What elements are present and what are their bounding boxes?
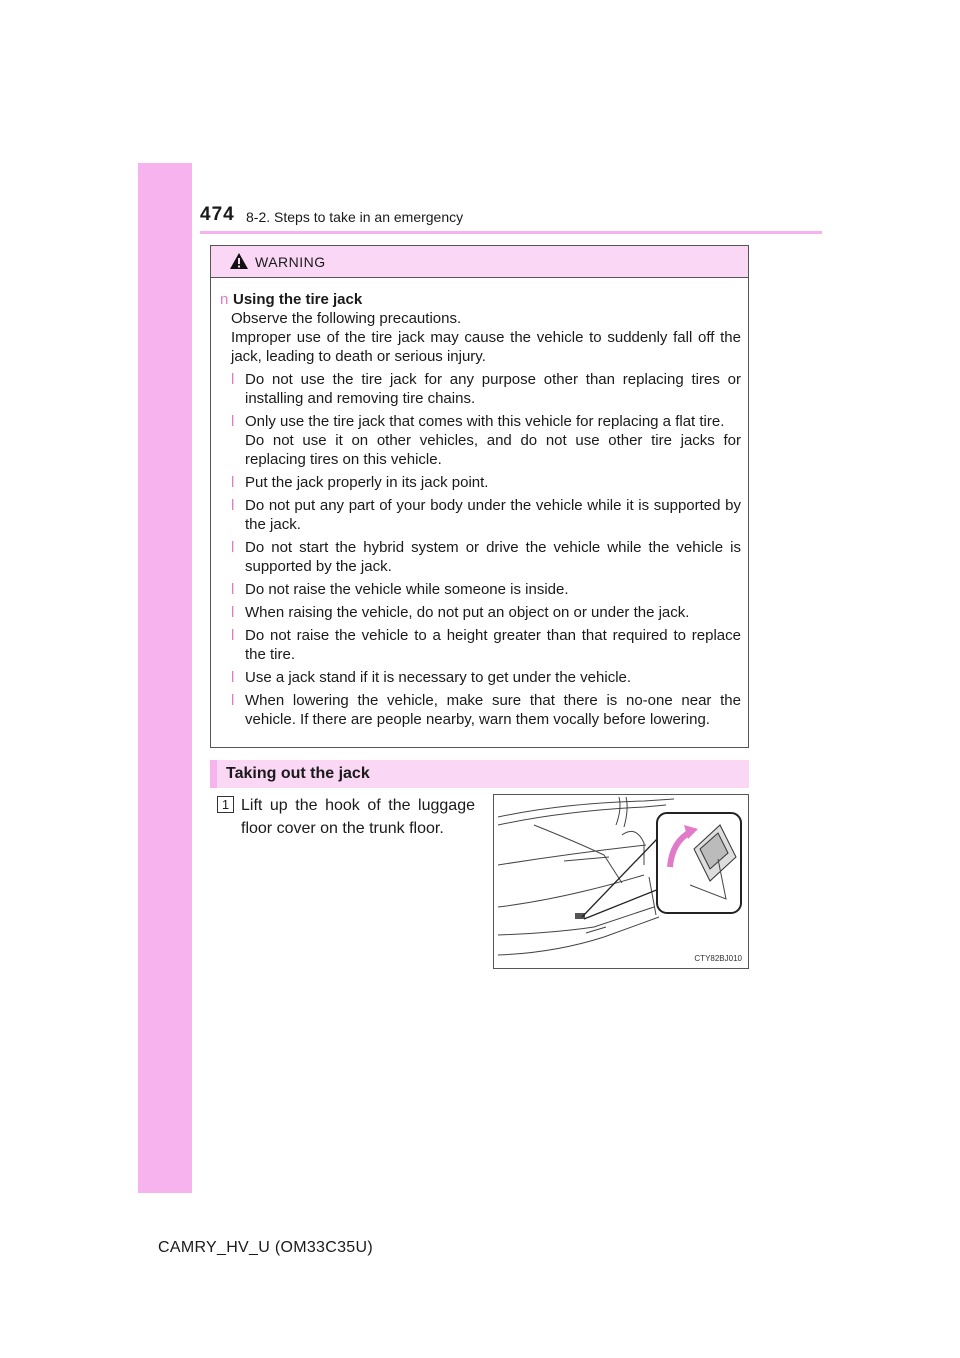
bullet-text: Do not put any part of your body under the vehicle while it is supported by the jack. — [245, 497, 741, 533]
step-number-badge: 1 — [217, 796, 234, 813]
bullet-marker: l — [231, 692, 235, 709]
list-item — [220, 603, 741, 622]
bullet-text: Do not raise the vehicle to a height greater than that required to replace the tire. — [245, 627, 741, 663]
list-item — [220, 370, 741, 408]
trunk-illustration — [493, 794, 749, 969]
bullet-marker: l — [231, 669, 235, 686]
warning-heading-text: Using the tire jack — [233, 291, 363, 308]
warning-header — [211, 246, 748, 278]
bullet-marker: l — [231, 604, 235, 621]
bullet-marker: l — [231, 581, 235, 598]
section-accent — [210, 760, 217, 788]
warning-intro-2: Improper use of the tire jack may cause the vehicle to suddenly fall off the jack, leading to death or serious injury. — [231, 329, 741, 365]
warning-heading — [220, 290, 741, 309]
list-item — [220, 668, 741, 687]
section-title: 8-2. Steps to take in an emergency — [246, 209, 464, 225]
bullet-marker: l — [231, 474, 235, 491]
bullet-text: Do not start the hybrid system or drive the vehicle while the vehicle is supported by the jack. — [245, 539, 741, 575]
bullet-text: Put the jack properly in its jack point. — [245, 474, 489, 491]
section-heading-bar — [210, 760, 749, 788]
section-heading: Taking out the jack — [226, 765, 370, 782]
list-item — [220, 691, 741, 729]
bullet-marker: l — [231, 371, 235, 388]
warning-intro: Observe the following precautions. — [231, 310, 462, 327]
bullet-text — [245, 412, 741, 469]
bullet-text: Do not raise the vehicle while someone is inside. — [245, 581, 569, 598]
bullet-text: When raising the vehicle, do not put an object on or under the jack. — [245, 604, 690, 621]
figure-code: CTY82BJ010 — [694, 954, 742, 963]
bullet-marker: l — [231, 627, 235, 644]
list-item — [220, 580, 741, 599]
bullet-marker: l — [231, 539, 235, 556]
bullet-text: When lowering the vehicle, make sure that there is no-one near the vehicle. If there are people nearby, warn them vocally before lowering. — [245, 692, 741, 728]
document-footer: CAMRY_HV_U (OM33C35U) — [158, 1239, 373, 1256]
step-instruction: Lift up the hook of the luggage floor cover on the trunk floor. — [241, 797, 475, 837]
header-divider — [200, 231, 822, 234]
bullet-text-extra: Do not use it on other vehicles, and do not use other tire jacks for replacing tires on this vehicle. — [245, 432, 741, 468]
list-item — [220, 412, 741, 469]
warning-box — [210, 245, 749, 748]
warning-label: WARNING — [255, 254, 326, 270]
warning-body — [211, 278, 748, 729]
warning-triangle-icon — [229, 252, 249, 270]
trunk-floor-drawing — [494, 795, 748, 968]
list-item — [220, 538, 741, 576]
list-item — [220, 496, 741, 534]
page-number: 474 — [200, 204, 235, 225]
list-item — [220, 473, 741, 492]
bullet-text: Use a jack stand if it is necessary to get under the vehicle. — [245, 669, 632, 686]
heading-marker: n — [220, 291, 229, 308]
warning-bullet-list — [220, 370, 741, 729]
bullet-marker: l — [231, 497, 235, 514]
bullet-text-line: Only use the tire jack that comes with this vehicle for replacing a flat tire. — [245, 413, 725, 430]
bullet-marker: l — [231, 413, 235, 430]
chapter-sidebar-tab — [138, 163, 192, 1193]
bullet-text: Do not use the tire jack for any purpose other than replacing tires or installing and removing tire chains. — [245, 371, 741, 407]
list-item — [220, 626, 741, 664]
